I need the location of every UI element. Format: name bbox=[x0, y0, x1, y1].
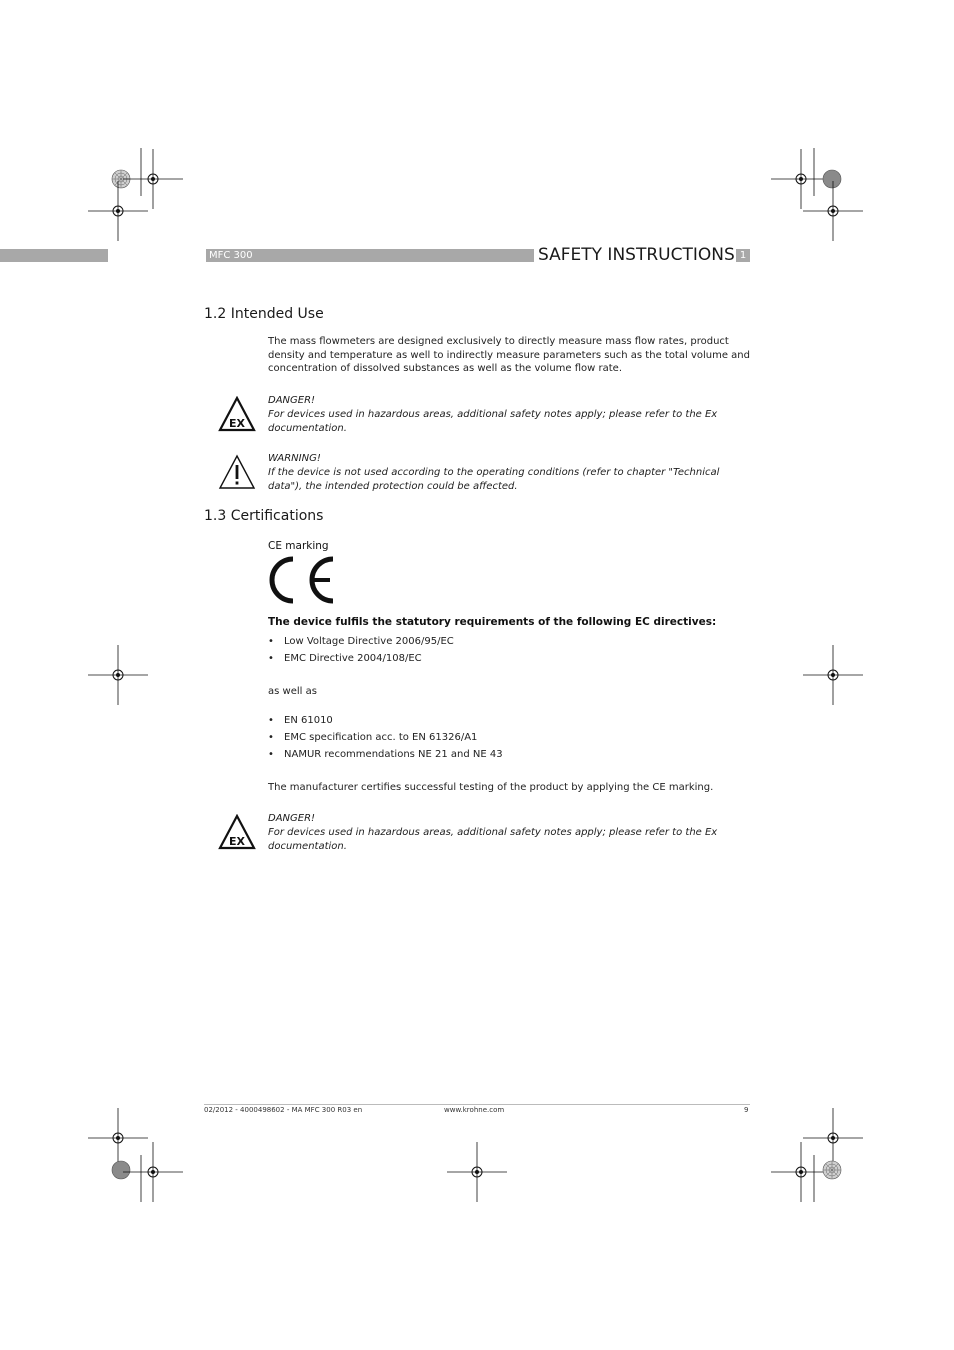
list-item: • EMC specification acc. to EN 61326/A1 bbox=[268, 729, 748, 746]
danger-title: DANGER! bbox=[268, 813, 316, 824]
danger-text: For devices used in hazardous areas, additional safety notes apply; please refer to the Ex documentation. bbox=[268, 409, 718, 434]
as-well-as-text: as well as bbox=[268, 686, 317, 697]
footer-document-id: 02/2012 - 4000498602 - MA MFC 300 R03 en bbox=[204, 1106, 363, 1114]
ce-marking-label: CE marking bbox=[268, 540, 329, 552]
list-item: • NAMUR recommendations NE 21 and NE 43 bbox=[268, 746, 748, 763]
svg-text:EX: EX bbox=[229, 417, 245, 430]
directives-intro: The device fulfils the statutory requirements of the following EC directives: bbox=[268, 616, 717, 628]
certification-statement: The manufacturer certifies successful testing of the product by applying the CE marking. bbox=[268, 782, 714, 793]
section-heading-intended-use: 1.2 Intended Use bbox=[204, 306, 324, 322]
warning-title: WARNING! bbox=[268, 453, 321, 464]
list-item: • EMC Directive 2004/108/EC bbox=[268, 650, 748, 667]
header-chapter-title: SAFETY INSTRUCTIONS bbox=[538, 245, 735, 265]
list-item: • Low Voltage Directive 2006/95/EC bbox=[268, 633, 748, 650]
intended-use-paragraph: The mass flowmeters are designed exclusively to directly measure mass flow rates, product density and temperature as well to indirectly measure parameters such as the total volume and concentration of dissolved substances as well as the volume flow rate. bbox=[268, 336, 750, 374]
danger-text: For devices used in hazardous areas, additional safety notes apply; please refer to the Ex documentation. bbox=[268, 827, 718, 852]
header-chapter-number: 1 bbox=[736, 249, 750, 262]
footer-website: www.krohne.com bbox=[444, 1106, 505, 1114]
svg-text:EX: EX bbox=[229, 835, 245, 848]
section-heading-certifications: 1.3 Certifications bbox=[204, 508, 324, 524]
header-product-name: MFC 300 bbox=[209, 250, 253, 261]
warning-text: If the device is not used according to the operating conditions (refer to chapter "Technical data"), the intended protection could be affected. bbox=[268, 467, 720, 492]
danger-title: DANGER! bbox=[268, 395, 316, 406]
list-item: • EN 61010 bbox=[268, 712, 748, 729]
footer-page-number: 9 bbox=[744, 1106, 749, 1114]
